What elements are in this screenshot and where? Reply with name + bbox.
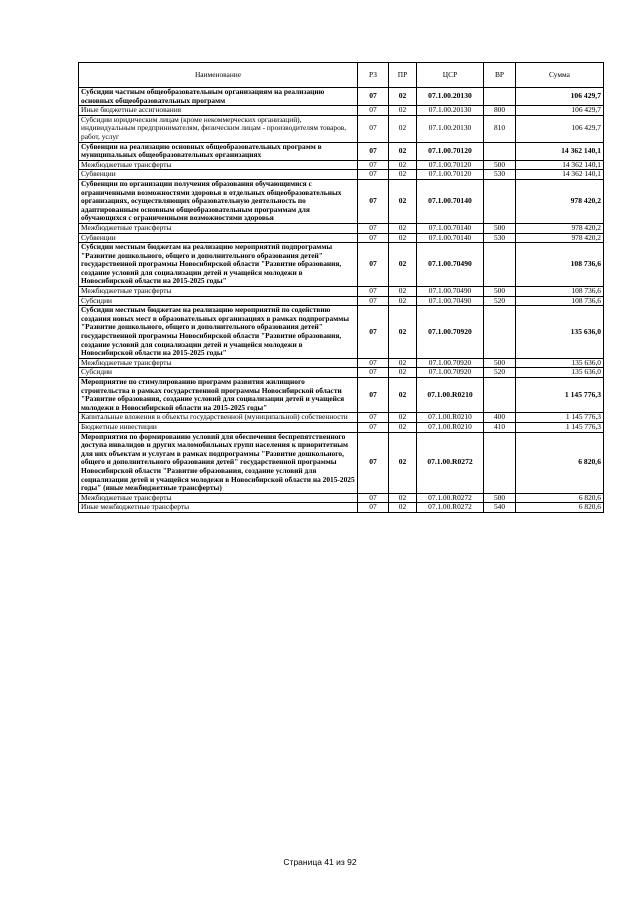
cell-csr: 07.1.00.R0210 bbox=[417, 378, 484, 413]
table-row bbox=[79, 179, 604, 223]
cell-pr: 02 bbox=[389, 306, 417, 359]
table-row bbox=[79, 170, 604, 180]
table-row bbox=[79, 106, 604, 116]
table-row bbox=[79, 142, 604, 160]
cell-csr: 07.1.00.20130 bbox=[417, 106, 484, 116]
cell-name: Субсидии bbox=[79, 368, 358, 378]
cell-rz: 07 bbox=[358, 106, 389, 116]
cell-sum: 106 429,7 bbox=[516, 106, 604, 116]
cell-vr: 530 bbox=[484, 170, 516, 180]
table-row bbox=[79, 422, 604, 432]
cell-name: Субсидии местным бюджетам на реализацию мероприятий подпрограммы "Развитие дошкольного, общего и дополнительного образования детей" государственной программы Новосибирской области "Развитие образования, создание условий для социализации детей и учащейся молодежи в Новосибирской области на 2015-2025 годы" bbox=[79, 243, 358, 287]
cell-sum: 1 145 776,3 bbox=[516, 422, 604, 432]
cell-pr: 02 bbox=[389, 422, 417, 432]
cell-rz: 07 bbox=[358, 358, 389, 368]
cell-vr: 800 bbox=[484, 106, 516, 116]
cell-sum: 135 636,0 bbox=[516, 368, 604, 378]
cell-vr: 500 bbox=[484, 223, 516, 233]
cell-name: Бюджетные инвестиции bbox=[79, 422, 358, 432]
cell-csr: 07.1.00.70920 bbox=[417, 358, 484, 368]
cell-pr: 02 bbox=[389, 287, 417, 297]
cell-pr: 02 bbox=[389, 503, 417, 513]
cell-sum: 106 429,7 bbox=[516, 115, 604, 142]
cell-csr: 07.1.00.70920 bbox=[417, 368, 484, 378]
cell-csr: 07.1.00.70920 bbox=[417, 306, 484, 359]
cell-name: Мероприятия по формированию условий для обеспечения беспрепятственного доступа инвалидов и других маломобильных групп населения к приоритетным для них объектам и услугам в рамках подпрограммы "Развитие дошкольного, общего и дополнительного образования детей" государственной программы Новосибирской области "Развитие образования, создание условий для социализации детей и учащейся молодежи в Новосибирской области на 2015-2025 годы" (иные межбюджетные трансферты) bbox=[79, 432, 358, 493]
cell-name: Капитальные вложения в объекты государственной (муниципальной) собственности bbox=[79, 413, 358, 423]
cell-csr: 07.1.00.70490 bbox=[417, 243, 484, 287]
cell-vr: 400 bbox=[484, 413, 516, 423]
cell-csr: 07.1.00.70140 bbox=[417, 233, 484, 243]
cell-sum: 108 736,6 bbox=[516, 296, 604, 306]
cell-sum: 1 145 776,3 bbox=[516, 413, 604, 423]
header-sum: Сумма bbox=[516, 63, 604, 88]
cell-sum: 6 820,6 bbox=[516, 432, 604, 493]
cell-csr: 07.1.00.20130 bbox=[417, 115, 484, 142]
cell-sum: 14 362 140,1 bbox=[516, 170, 604, 180]
cell-sum: 108 736,6 bbox=[516, 287, 604, 297]
cell-vr: 530 bbox=[484, 233, 516, 243]
cell-pr: 02 bbox=[389, 160, 417, 170]
cell-sum: 135 636,0 bbox=[516, 306, 604, 359]
cell-sum: 978 420,2 bbox=[516, 233, 604, 243]
cell-rz: 07 bbox=[358, 368, 389, 378]
header-vr: ВР bbox=[484, 63, 516, 88]
table-row bbox=[79, 413, 604, 423]
cell-name: Субсидии местным бюджетам на реализацию мероприятий по содействию создания новых мест в образовательных организациях в рамках подпрограммы "Развитие дошкольного, общего и дополнительного образования детей" государственной программы Новосибирской области "Развитие образования, создание условий для социализации детей и учащейся молодежи в Новосибирской области на 2015-2025 годы" bbox=[79, 306, 358, 359]
cell-pr: 02 bbox=[389, 179, 417, 223]
cell-name: Мероприятие по стимулированию программ развития жилищного строительства в рамках государственной программы Новосибирской области "Развитие образования, создание условий для социализации детей и учащейся молодежи в Новосибирской области на 2015-2025 годы" bbox=[79, 378, 358, 413]
cell-rz: 07 bbox=[358, 493, 389, 503]
cell-rz: 07 bbox=[358, 287, 389, 297]
cell-csr: 07.1.00.R0272 bbox=[417, 493, 484, 503]
cell-vr bbox=[484, 378, 516, 413]
cell-name: Иные бюджетные ассигнования bbox=[79, 106, 358, 116]
cell-pr: 02 bbox=[389, 493, 417, 503]
table-row bbox=[79, 306, 604, 359]
cell-pr: 02 bbox=[389, 142, 417, 160]
cell-pr: 02 bbox=[389, 88, 417, 106]
cell-vr: 540 bbox=[484, 503, 516, 513]
cell-csr: 07.1.00.70120 bbox=[417, 160, 484, 170]
cell-rz: 07 bbox=[358, 296, 389, 306]
cell-pr: 02 bbox=[389, 106, 417, 116]
header-name: Наименование bbox=[79, 63, 358, 88]
table-row bbox=[79, 503, 604, 513]
budget-table bbox=[78, 62, 604, 513]
cell-rz: 07 bbox=[358, 233, 389, 243]
cell-name: Межбюджетные трансферты bbox=[79, 223, 358, 233]
cell-name: Субвенции bbox=[79, 233, 358, 243]
cell-name: Субвенции на реализацию основных общеобразовательных программ в муниципальных общеобразовательных организациях bbox=[79, 142, 358, 160]
cell-name: Межбюджетные трансферты bbox=[79, 358, 358, 368]
cell-sum: 106 429,7 bbox=[516, 88, 604, 106]
table-row bbox=[79, 243, 604, 287]
cell-vr: 500 bbox=[484, 358, 516, 368]
cell-name: Межбюджетные трансферты bbox=[79, 287, 358, 297]
cell-rz: 07 bbox=[358, 170, 389, 180]
cell-rz: 07 bbox=[358, 243, 389, 287]
cell-csr: 07.1.00.70120 bbox=[417, 142, 484, 160]
cell-vr: 500 bbox=[484, 160, 516, 170]
cell-vr bbox=[484, 432, 516, 493]
header-csr: ЦСР bbox=[417, 63, 484, 88]
cell-csr: 07.1.00.20130 bbox=[417, 88, 484, 106]
cell-rz: 07 bbox=[358, 378, 389, 413]
header-pr: ПР bbox=[389, 63, 417, 88]
cell-pr: 02 bbox=[389, 413, 417, 423]
cell-csr: 07.1.00.70140 bbox=[417, 223, 484, 233]
header-rz: РЗ bbox=[358, 63, 389, 88]
cell-rz: 07 bbox=[358, 160, 389, 170]
cell-pr: 02 bbox=[389, 243, 417, 287]
cell-rz: 07 bbox=[358, 88, 389, 106]
cell-pr: 02 bbox=[389, 115, 417, 142]
cell-name: Субсидии частным общеобразовательным организациям на реализацию основных общеобразовательных программ bbox=[79, 88, 358, 106]
cell-rz: 07 bbox=[358, 503, 389, 513]
table-row bbox=[79, 287, 604, 297]
cell-rz: 07 bbox=[358, 432, 389, 493]
cell-sum: 978 420,2 bbox=[516, 223, 604, 233]
table-header-row bbox=[79, 63, 604, 88]
cell-csr: 07.1.00.R0272 bbox=[417, 432, 484, 493]
table-row bbox=[79, 432, 604, 493]
cell-pr: 02 bbox=[389, 378, 417, 413]
table-row bbox=[79, 358, 604, 368]
table-row bbox=[79, 88, 604, 106]
cell-csr: 07.1.00.R0210 bbox=[417, 413, 484, 423]
cell-pr: 02 bbox=[389, 432, 417, 493]
cell-name: Субвенции bbox=[79, 170, 358, 180]
cell-vr bbox=[484, 179, 516, 223]
table-row bbox=[79, 115, 604, 142]
cell-vr: 500 bbox=[484, 493, 516, 503]
cell-vr bbox=[484, 306, 516, 359]
cell-rz: 07 bbox=[358, 306, 389, 359]
cell-pr: 02 bbox=[389, 170, 417, 180]
cell-pr: 02 bbox=[389, 223, 417, 233]
cell-name: Субсидии юридическим лицам (кроме некоммерческих организаций), индивидуальным предпринимателям, физическим лицам - производителям товаров, работ, услуг bbox=[79, 115, 358, 142]
cell-csr: 07.1.00.70120 bbox=[417, 170, 484, 180]
cell-vr bbox=[484, 142, 516, 160]
cell-vr bbox=[484, 243, 516, 287]
cell-rz: 07 bbox=[358, 223, 389, 233]
page-number: Страница 41 из 92 bbox=[283, 857, 357, 867]
cell-pr: 02 bbox=[389, 233, 417, 243]
cell-csr: 07.1.00.R0272 bbox=[417, 503, 484, 513]
cell-csr: 07.1.00.R0210 bbox=[417, 422, 484, 432]
table-row bbox=[79, 160, 604, 170]
cell-sum: 1 145 776,3 bbox=[516, 378, 604, 413]
cell-sum: 135 636,0 bbox=[516, 358, 604, 368]
table-body bbox=[79, 88, 604, 513]
cell-name: Иные межбюджетные трансферты bbox=[79, 503, 358, 513]
budget-table-container bbox=[78, 62, 603, 513]
cell-csr: 07.1.00.70490 bbox=[417, 296, 484, 306]
table-row bbox=[79, 378, 604, 413]
cell-csr: 07.1.00.70490 bbox=[417, 287, 484, 297]
cell-sum: 108 736,6 bbox=[516, 243, 604, 287]
cell-name: Субсидии bbox=[79, 296, 358, 306]
cell-rz: 07 bbox=[358, 115, 389, 142]
cell-sum: 14 362 140,1 bbox=[516, 142, 604, 160]
cell-name: Межбюджетные трансферты bbox=[79, 493, 358, 503]
cell-rz: 07 bbox=[358, 422, 389, 432]
cell-vr: 410 bbox=[484, 422, 516, 432]
cell-sum: 6 820,6 bbox=[516, 493, 604, 503]
cell-pr: 02 bbox=[389, 296, 417, 306]
cell-pr: 02 bbox=[389, 368, 417, 378]
cell-pr: 02 bbox=[389, 358, 417, 368]
cell-vr bbox=[484, 88, 516, 106]
cell-sum: 978 420,2 bbox=[516, 179, 604, 223]
cell-name: Субвенции по организации получения образования обучающимися с ограниченными возможностями здоровья в отдельных общеобразовательных организациях, осуществляющих образовательную деятельность по адаптированным основным общеобразовательным программам для обучающихся с ограниченными возможностями здоровья bbox=[79, 179, 358, 223]
cell-sum: 6 820,6 bbox=[516, 503, 604, 513]
cell-vr: 810 bbox=[484, 115, 516, 142]
cell-sum: 14 362 140,1 bbox=[516, 160, 604, 170]
cell-vr: 520 bbox=[484, 368, 516, 378]
cell-vr: 500 bbox=[484, 287, 516, 297]
cell-rz: 07 bbox=[358, 179, 389, 223]
cell-rz: 07 bbox=[358, 413, 389, 423]
cell-vr: 520 bbox=[484, 296, 516, 306]
cell-rz: 07 bbox=[358, 142, 389, 160]
cell-name: Межбюджетные трансферты bbox=[79, 160, 358, 170]
table-row bbox=[79, 223, 604, 233]
cell-csr: 07.1.00.70140 bbox=[417, 179, 484, 223]
